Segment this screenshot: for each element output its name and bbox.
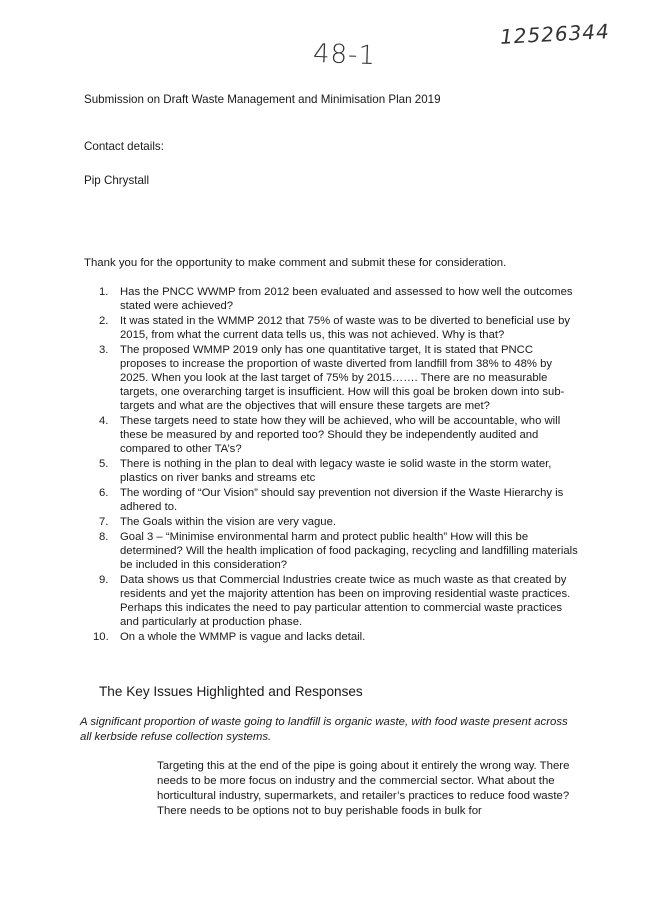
- section-heading: The Key Issues Highlighted and Responses: [99, 684, 363, 699]
- list-item-number: 3.: [99, 344, 109, 356]
- list-item-text: The proposed WMMP 2019 only has one quantitative target, It is stated that PNCC proposes to increase the proportion of waste diverted from landfill from 38% to 48% by 2025. When you look at the last target of 75% by 2015……. There are no measurable targets, one overarching target is insufficient. How will this goal be broken down into sub-targets and what are the objectives that will ensure these targets are met?: [120, 344, 565, 412]
- list-item: [84, 630, 580, 644]
- list-item: [84, 530, 580, 572]
- list-item: [84, 457, 580, 485]
- list-item-text: On a whole the WMMP is vague and lacks detail.: [120, 631, 366, 643]
- list-item-number: 8.: [99, 531, 109, 543]
- list-item-number: 5.: [99, 458, 109, 470]
- list-item-number: 10.: [93, 631, 109, 643]
- handwritten-page-mark: 48-1: [312, 38, 377, 72]
- document-title: Submission on Draft Waste Management and Minimisation Plan 2019: [84, 93, 441, 106]
- list-item-text: Goal 3 – “Minimise environmental harm and protect public health” How will this be determined? Will the health implication of food packaging, recycling and landfilling materials be included in this consideration?: [120, 531, 578, 571]
- list-item: [84, 285, 580, 313]
- list-item-text: There is nothing in the plan to deal with legacy waste ie solid waste in the storm water, plastics on river banks and streams etc: [120, 458, 552, 484]
- contact-details-heading: Contact details:: [84, 140, 164, 153]
- list-item-text: Data shows us that Commercial Industries create twice as much waste as that created by residents and yet the majority attention has been on improving residential waste practices. Perhaps this indicates the need to pay particular attention to commercial waste practices and particularly at production phase.: [120, 574, 571, 628]
- list-item: [84, 314, 580, 342]
- issue-statement: A significant proportion of waste going to landfill is organic waste, with food waste present across all kerbside refuse collection systems.: [80, 716, 568, 743]
- list-item-text: These targets need to state how they will be achieved, who will be accountable, who will these be measured by and reported too? Should they be independently audited and compared to other TA’s?: [120, 415, 561, 455]
- list-item-number: 9.: [99, 574, 109, 586]
- list-item-number: 4.: [99, 415, 109, 427]
- list-item-number: 1.: [99, 286, 109, 298]
- list-item: [84, 515, 580, 529]
- list-item-number: 7.: [99, 516, 109, 528]
- list-item-number: 2.: [99, 315, 109, 327]
- response-paragraph: Targeting this at the end of the pipe is going about it entirely the wrong way. There needs to be more focus on industry and the commercial sector. What about the horticultural industry, supermarkets, and retailer’s practices to reduce food waste? There needs to be options not to buy perishable foods in bulk for: [157, 760, 570, 817]
- list-item: [84, 414, 580, 456]
- list-item-text: Has the PNCC WWMP from 2012 been evaluated and assessed to how well the outcomes stated were achieved?: [120, 286, 573, 312]
- list-item: [84, 486, 580, 514]
- comment-list: [84, 285, 580, 645]
- contact-name: Pip Chrystall: [84, 174, 150, 187]
- list-item: [84, 343, 580, 413]
- handwritten-reference-number: 12526344: [499, 19, 611, 49]
- list-item-number: 6.: [99, 487, 109, 499]
- list-item: [84, 573, 580, 629]
- list-item-text: The wording of “Our Vision” should say prevention not diversion if the Waste Hierarchy is adhered to.: [120, 487, 564, 513]
- list-item-text: It was stated in the WMMP 2012 that 75% of waste was to be diverted to beneficial use by 2015, from what the current data tells us, this was not achieved. Why is that?: [120, 315, 571, 341]
- list-item-text: The Goals within the vision are very vague.: [120, 516, 337, 528]
- intro-paragraph: Thank you for the opportunity to make comment and submit these for consideration.: [84, 257, 507, 269]
